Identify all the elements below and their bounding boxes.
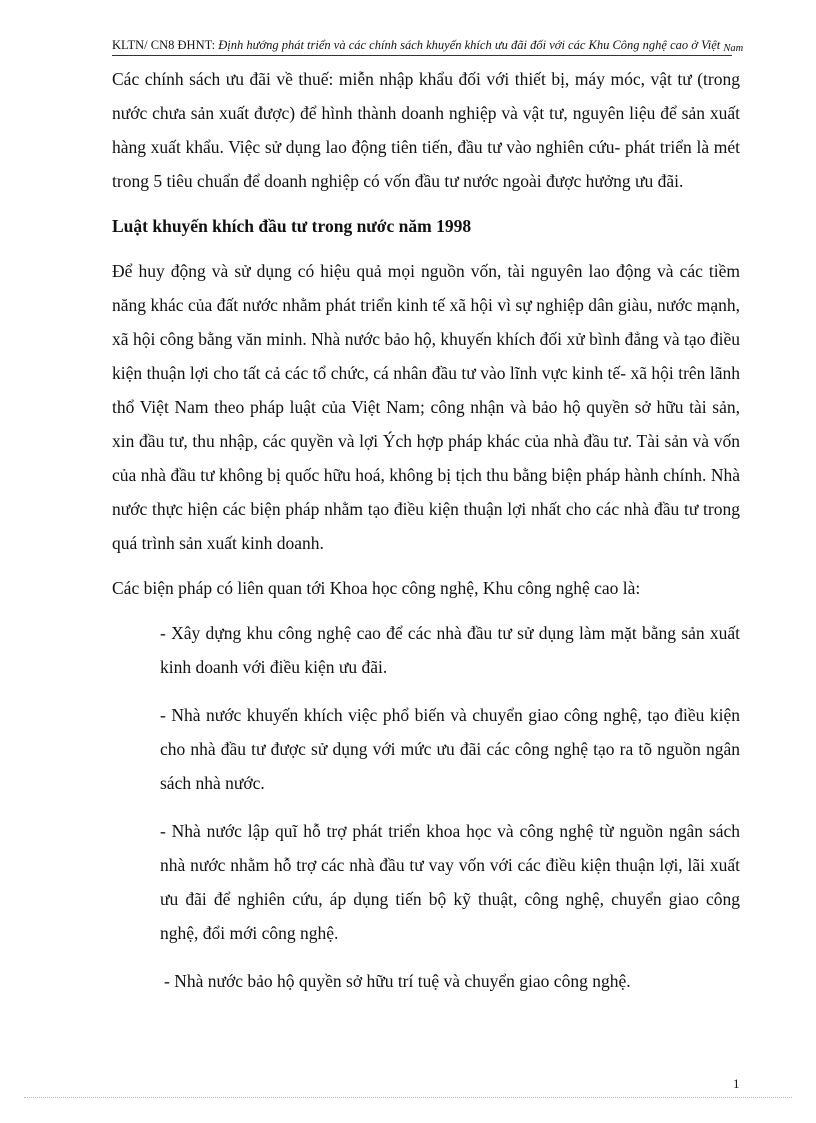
running-header — [112, 37, 744, 55]
paragraph-tax-incentives: Các chính sách ưu đãi về thuế: miễn nhập khẩu đối với thiết bị, máy móc, vật tư (trong nước chưa sản xuất được) để hình thành doanh nghiệp và vật tư, nguyên liệu để sản xuất hàng xuất khẩu. Việc sử dụng lao động tiên tiến, đầu tư vào nghiên cứu- phát triển là mét trong 5 tiêu chuẩn để doanh nghiệp có vốn đầu tư nước ngoài được hưởng ưu đãi. — [112, 69, 740, 191]
document-body — [112, 62, 740, 998]
page-bottom-border — [24, 1097, 792, 1098]
list-item: - Nhà nước lập quĩ hỗ trợ phát triển khoa học và công nghệ từ nguồn ngân sách nhà nước nhằm hỗ trợ các nhà đầu tư vay vốn với các điều kiện thuận lợi, lãi xuất ưu đãi để nghiên cứu, áp dụng tiến bộ kỹ thuật, công nghệ, chuyển giao công nghệ, đổi mới công nghệ. — [160, 821, 740, 943]
paragraph-measures-intro: Các biện pháp có liên quan tới Khoa học công nghệ, Khu công nghệ cao là: — [112, 578, 641, 598]
section-heading: Luật khuyến khích đầu tư trong nước năm 1998 — [112, 216, 472, 236]
header-title: Định hướng phát triển và các chính sách khuyến khích ưu đãi đối với các Khu Công nghệ cao ở Việt — [218, 38, 721, 52]
header-title-end: Nam — [723, 43, 744, 54]
header-code: KLTN/ CN8 ĐHNT: — [112, 38, 216, 52]
page-number: 1 — [733, 1076, 740, 1091]
list-item: - Xây dựng khu công nghệ cao để các nhà đầu tư sử dụng làm mặt bằng sản xuất kinh doanh với điều kiện ưu đãi. — [160, 623, 740, 677]
list-item: - Nhà nước khuyến khích việc phổ biến và chuyển giao công nghệ, tạo điều kiện cho nhà đầu tư được sử dụng với mức ưu đãi các công nghệ tạo ra tõ nguồn ngân sách nhà nước. — [160, 705, 740, 793]
paragraph-investment-law: Để huy động và sử dụng có hiệu quả mọi nguồn vốn, tài nguyên lao động và các tiềm năng khác của đất nước nhằm phát triển kinh tế xã hội vì sự nghiệp dân giàu, nước mạnh, xã hội công bằng văn minh. Nhà nước bảo hộ, khuyến khích đối xử bình đẳng và tạo điều kiện thuận lợi cho tất cả các tổ chức, cá nhân đầu tư vào lĩnh vực kinh tế- xã hội trên lãnh thổ Việt Nam theo pháp luật của Việt Nam; công nhận và bảo hộ quyền sở hữu tài sản, xin đầu tư, thu nhập, các quyền và lợi Ých hợp pháp khác của nhà đầu tư. Tài sản và vốn của nhà đầu tư không bị quốc hữu hoá, không bị tịch thu bằng biện pháp hành chính. Nhà nước thực hiện các biện pháp nhằm tạo điều kiện thuận lợi nhất cho các nhà đầu tư trong quá trình sản xuất kinh doanh. — [112, 261, 740, 553]
header-divider — [112, 55, 732, 56]
list-item: - Nhà nước bảo hộ quyền sở hữu trí tuệ và chuyển giao công nghệ. — [164, 971, 631, 991]
